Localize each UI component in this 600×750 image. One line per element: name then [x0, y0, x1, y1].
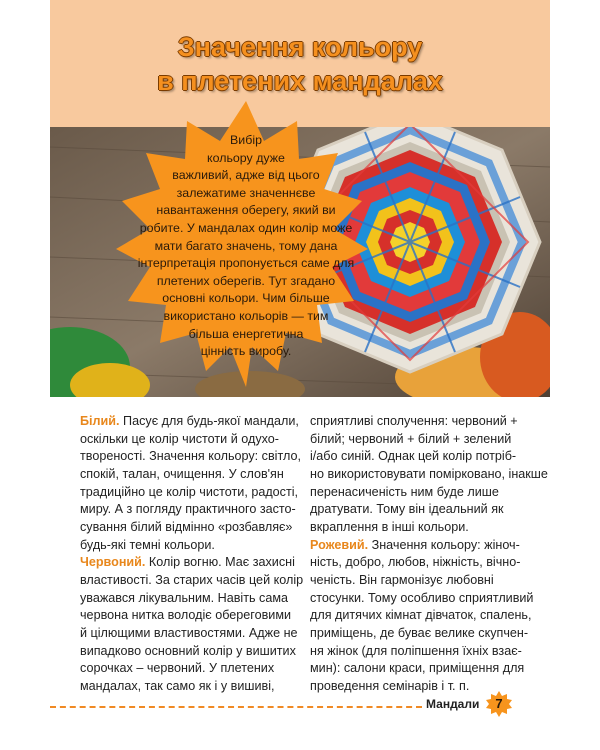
text-line: оскільки це колір чистоти й одухо-	[80, 431, 279, 446]
text-line: вкраплення в інші кольори.	[310, 519, 469, 534]
left-column	[80, 413, 304, 696]
page-number	[486, 691, 512, 717]
text-line: ченість. Він гармонізує любовні	[310, 572, 494, 587]
text-line: спокій, талан, очищення. У слов'ян	[80, 466, 284, 481]
text-line: стосунки. Тому особливо сприятливий	[310, 590, 534, 605]
text-line: проведення семінарів і т. п.	[310, 678, 470, 693]
intro-line: залежатиме значеннєве	[176, 185, 316, 200]
intro-line: кольору дуже	[207, 150, 285, 165]
text-line	[310, 537, 540, 555]
intro-line: мати багато значень, тому дана	[154, 238, 338, 253]
intro-line: плетених оберегів. Тут згадано	[156, 273, 336, 288]
text-line	[80, 554, 298, 572]
intro-line: основні кольори. Чим більше	[162, 291, 330, 306]
text-line: сування білий відмінно «розбавляє»	[80, 519, 293, 534]
text-line: сорочках – червоний. У плетених	[80, 661, 275, 676]
text-line: червона нитка володіє обереговими	[80, 608, 292, 623]
term-pink: Рожевий.	[310, 537, 369, 552]
intro-line: більша енергетична	[188, 326, 304, 341]
term-red: Червоний.	[80, 555, 146, 570]
term-pink-rest: Значення кольору: жіноч-	[368, 537, 520, 552]
term-red-rest: Колір вогню. Має захисні	[145, 555, 295, 570]
title-line-2: в плетених мандалах	[157, 66, 443, 96]
intro-line: навантаження оберегу, який ви	[156, 203, 336, 218]
intro-line: використано кольорів — тим	[163, 308, 329, 323]
text-line: но використовувати помірковано, інакше	[310, 466, 548, 481]
text-line: ня жінок (для поліпшення їхніх взає-	[310, 643, 522, 658]
text-line: ність, добро, любов, ніжність, вічно-	[310, 555, 521, 570]
text-line: твореності. Значення кольору: світло,	[80, 449, 301, 464]
term-white: Білий.	[80, 414, 120, 428]
text-line: традиційно це колір чистоти, радості,	[80, 484, 299, 499]
intro-callout	[112, 101, 380, 387]
section-name: Мандали	[426, 697, 480, 711]
text-line: й цілющими властивостями. Адже не	[80, 625, 298, 640]
text-line: для дитячих кімнат дівчаток, спалень,	[310, 608, 532, 623]
term-white-rest: Пасує для будь-якої мандали,	[119, 414, 299, 428]
intro-line: інтерпретація пропонується саме для	[137, 256, 355, 271]
page-title	[50, 30, 550, 98]
footer-divider	[50, 706, 422, 708]
text-line: випадково основний колір у вишитих	[80, 643, 296, 658]
text-line: мин): салони краси, приміщення для	[310, 661, 525, 676]
intro-line: важливий, адже від цього	[172, 168, 320, 183]
text-line: і/або синій. Однак цей колір потріб-	[310, 449, 517, 464]
intro-line: Вибір	[230, 133, 262, 147]
text-line: будь-які темні кольори.	[80, 537, 215, 552]
text-line: мандалах, так само як і у вишиві,	[80, 678, 275, 693]
text-line: білий; червоний + білий + зелений	[310, 431, 512, 446]
text-line: перенасиченість ним буде лише	[310, 484, 499, 499]
text-line: сприятливі сполучення: червоний +	[310, 414, 518, 428]
text-line: приміщень, де буває велике скупчен-	[310, 625, 529, 640]
title-line-1: Значення кольору	[177, 32, 423, 62]
text-line: властивості. За старих часів цей колір	[80, 572, 304, 587]
right-column	[310, 413, 548, 696]
body-text	[80, 413, 548, 693]
text-line	[80, 413, 298, 431]
page-number-text: 7	[495, 696, 503, 711]
text-line: уважався лікувальним. Навіть сама	[80, 590, 289, 605]
intro-text	[118, 132, 374, 361]
intro-line: цінність виробу.	[200, 344, 292, 359]
intro-line: робите. У мандалах один колір може	[139, 220, 353, 235]
text-line: дратувати. Тому він ідеальний як	[310, 502, 504, 517]
page	[50, 0, 550, 750]
text-line: миру. А з погляду практичного засто-	[80, 502, 296, 517]
